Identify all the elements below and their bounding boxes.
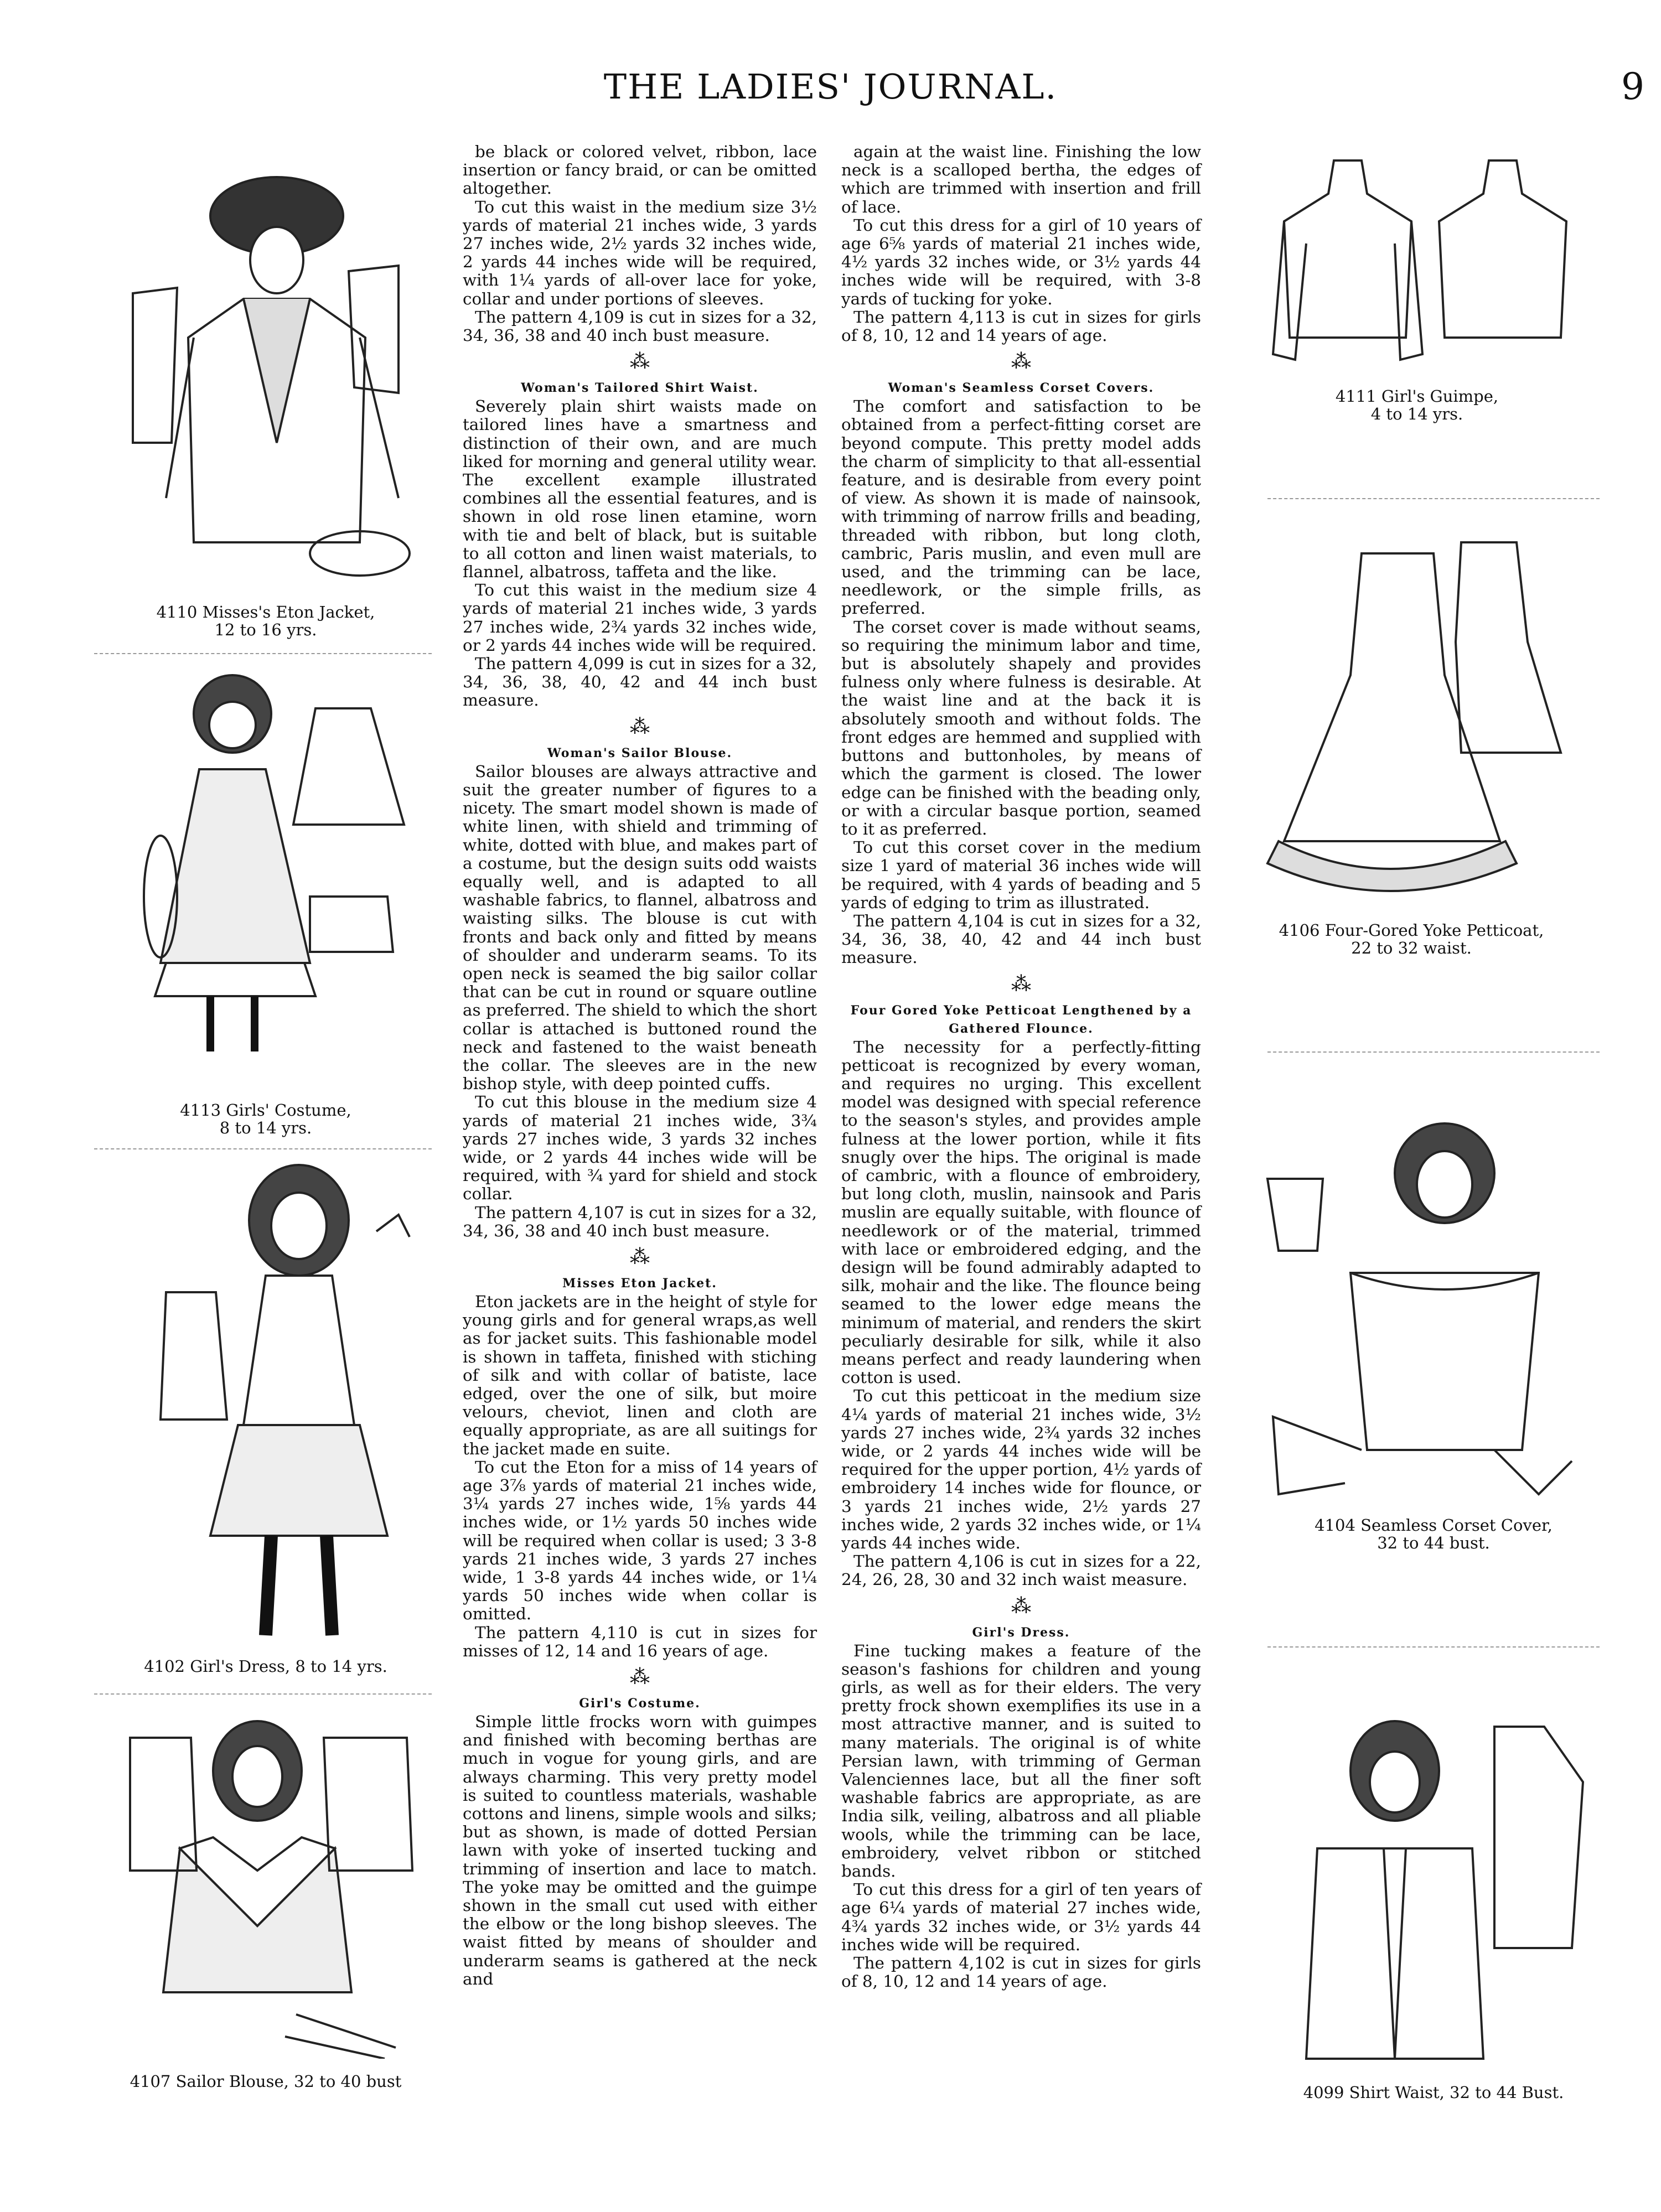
caption-sailor-blouse: 4107 Sailor Blouse, 32 to 40 bust [130,2072,402,2091]
section-ornament: ⁂ [630,1245,650,1268]
paragraph: To cut this petticoat in the medium size 4¼ yards of material 21 inches wide, 3½ yards 27 inches wide, 2¾ yards 32 inches wide, or 2 yards 44 inches wide will be required for the upper portion, 4½ yards of embroidery 14 inches wide for flounce, or 3 yards 21 inches wide, 2½ yards 27 inches wide, 2 yards 32 inches wide, or 1¼ yards 44 inches wide. [841,1386,1201,1553]
paragraph: The pattern 4,106 is cut in sizes for a 22, 24, 26, 28, 30 and 32 inch waist measure. [841,1552,1201,1589]
section-heading: Woman's Sailor Blouse. [547,745,733,760]
paragraph: The pattern 4,109 is cut in sizes for a 32, 34, 36, 38 and 40 inch bust measure. [463,307,817,345]
girls-dress-illustration [155,1159,432,1646]
girls-guimpe-illustration [1267,155,1577,376]
paragraph: be black or colored velvet, ribbon, lace insertion or fancy braid, or can be omitted altogether. [463,142,817,198]
caption-corset-cover: 4104 Seamless Corset Cover, 32 to 44 bust. [1315,1516,1553,1552]
text-column-2 [463,143,817,1988]
paragraph: The pattern 4,104 is cut in sizes for a 32, 34, 36, 38, 40, 42 and 44 inch bust measure. [841,911,1201,967]
divider [94,1148,432,1149]
paragraph: The necessity for a perfectly-fitting petticoat is recognized by every woman, and requires no urging. This excellent model was designed with special reference to the season's styles, and provides ample fulness at the lower portion, while it fits snugly over the hips. The original is made of cambric, with a flounce of embroidery, but long cloth, muslin, nainsook and Paris muslin are equally suitable, with flounce of needlework or of the material, trimmed with lace or embroidered edging, and the design will be found admirably adapted to silk, mohair and the like. The flounce being seamed to the lower edge means the minimum of material, and renders the skirt peculiarly desirable for silk, while it also means perfect and ready laundering when cotton is used. [841,1037,1201,1387]
sailor-blouse-illustration [119,1705,429,2059]
paragraph: To cut this waist in the medium size 3½ yards of material 21 inches wide, 3 yards 27 inches wide, 2½ yards 32 inches wide, 2 yards 44 inches wide will be required, with 1¼ yards of all-over lace for yoke, collar and under portions of sleeves. [463,197,817,308]
page-number: 9 [1621,65,1644,108]
section-heading: Girl's Costume. [579,1696,701,1711]
divider [1267,1646,1600,1648]
section-heading: Four Gored Yoke Petticoat Lengthened by a Gathered Flounce. [850,1003,1192,1036]
paragraph: Simple little frocks worn with guimpes and finished with becoming berthas are much in vogue for young girls, and are always charming. This very pretty model is suited to countless materials, washable cottons and linens, simple wools and silks; but as shown, is made of dotted Persian lawn with yoke of inserted tucking and trimming of insertion and lace to match. The yoke may be omitted and the guimpe shown in the small cut used with either the elbow or the long bishop sleeves. The waist fitted by means of shoulder and underarm seams is gathered at the neck and [463,1712,817,1988]
divider [1267,1051,1600,1053]
section-heading: Woman's Seamless Corset Covers. [888,381,1155,396]
paragraph: Sailor blouses are always attractive and suit the greater number of figures to a nicety. The smart model shown is made of white linen, with shield and trimming of white, dotted with blue, and makes part of a costume, but the design suits odd waists equally well, and is adapted to all washable fabrics, to flannel, albatross and waisting silks. The blouse is cut with fronts and back only and fitted by means of shoulder and underarm seams. To its open neck is seamed the big sailor collar that can be cut in round or square outline as preferred. The shield to which the short collar is attached is buttoned round the neck and fastened to the waist beneath the collar. The sleeves are in the new bishop style, with deep pointed cuffs. [463,761,817,1094]
paragraph: To cut this blouse in the medium size 4 yards of material 21 inches wide, 3¾ yards 27 inches wide, 3 yards 32 inches wide, or 2 yards 44 inches wide will be required, with ¾ yard for shield and stock collar. [463,1092,817,1204]
paragraph: Severely plain shirt waists made on tailored lines have a smartness and distinction of their own, and are much liked for morning and general utility wear. The excellent example illustrated combines all the essential features, and is shown in old rose linen etamine, worn with tie and belt of black, but is suitable to all cotton and linen waist materials, to flannel, albatross, taffeta and the like. [463,397,817,582]
paragraph: The comfort and satisfaction to be obtained from a perfect-fitting corset are beyond compute. This pretty model adds the charm of simplicity to that all-essential feature, and is desirable from every point of view. As shown it is made of nainsook, with trimming of narrow frills and beading, threaded with ribbon, but long cloth, cambric, Paris muslin, and even mull are used, and the trimming can be lace, needlework, or the simple frills, as preferred. [841,397,1201,618]
caption-girls-dress: 4102 Girl's Dress, 8 to 14 yrs. [144,1657,387,1676]
divider [94,1693,432,1695]
caption-petticoat: 4106 Four-Gored Yoke Petticoat, 22 to 32 waist. [1279,921,1544,957]
divider [94,653,432,654]
paragraph: The pattern 4,110 is cut in sizes for misses of 12, 14 and 16 years of age. [463,1623,817,1660]
caption-eton-jacket: 4110 Misses's Eton Jacket, 12 to 16 yrs. [156,603,375,639]
section-ornament: ⁂ [630,350,650,374]
paragraph: The pattern 4,107 is cut in sizes for a 32, 34, 36, 38 and 40 inch bust measure. [463,1203,817,1240]
petticoat-illustration [1251,531,1583,908]
section-ornament: ⁂ [1011,972,1031,996]
paragraph: The pattern 4,113 is cut in sizes for girls of 8, 10, 12 and 14 years of age. [841,307,1201,345]
text-column-3 [841,143,1201,1991]
paragraph: The pattern 4,102 is cut in sizes for girls of 8, 10, 12 and 14 years of age. [841,1954,1201,1991]
section-ornament: ⁂ [630,1666,650,1689]
masthead: THE LADIES' JOURNAL. [603,66,1058,107]
corset-cover-illustration [1262,1107,1594,1505]
divider [1267,498,1600,499]
caption-girls-costume: 4113 Girls' Costume, 8 to 14 yrs. [180,1101,351,1137]
paragraph: To cut this dress for a girl of 10 years of age 6⅝ yards of material 21 inches wide, 4½ yards 32 inches wide, or 3½ yards 44 inches wide will be required, with 3-8 yards of tucking for yoke. [841,215,1201,308]
paragraph: Fine tucking makes a feature of the season's fashions for children and young girls, as well as for their elders. The very pretty frock shown exemplifies its use in a most attractive manner, and is suited to many materials. The original is of white Persian lawn, with trimming of German Valenciennes lace, but all the finer soft washable fabrics are appropriate, as are India silk, veiling, albatross and all pliable wools, while the trimming can be lace, embroidery, velvet ribbon or stitched bands. [841,1641,1201,1881]
paragraph: To cut this waist in the medium size 4 yards of material 21 inches wide, 3 yards 27 inches wide, 2¾ yards 32 inches wide, or 2 yards 44 inches wide will be required. [463,581,817,655]
paragraph: To cut this dress for a girl of ten years of age 6¼ yards of material 27 inches wide, 4¾ yards 32 inches wide, or 3½ yards 44 inches wide will be required. [841,1880,1201,1954]
paragraph: The pattern 4,099 is cut in sizes for a 32, 34, 36, 38, 40, 42 and 44 inch bust measure. [463,654,817,710]
eton-jacket-illustration [111,155,421,587]
girls-costume-illustration [127,664,426,1096]
paragraph: The corset cover is made without seams, so requiring the minimum labor and time, but is absolutely shapely and provides fulness only where fulness is desirable. At the waist line and at the back it is absolutely smooth and without folds. The front edges are hemmed and supplied with buttons and buttonholes, by means of which the garment is closed. The lower edge can be finished with the beading only, or with a circular basque portion, seamed to it as preferred. [841,617,1201,838]
section-heading: Woman's Tailored Shirt Waist. [521,381,759,396]
caption-shirt-waist: 4099 Shirt Waist, 32 to 44 Bust. [1303,2083,1564,2102]
section-ornament: ⁂ [1011,1594,1031,1618]
caption-girls-guimpe: 4111 Girl's Guimpe, 4 to 14 yrs. [1335,387,1499,423]
paragraph: again at the waist line. Finishing the low neck is a scalloped bertha, the edges of which are trimmed with insertion and frill of lace. [841,142,1201,216]
section-ornament: ⁂ [1011,350,1031,374]
paragraph: Eton jackets are in the height of style for young girls and for general wraps,as well as for jacket suits. This fashionable model is shown in taffeta, finished with stiching of silk and with collar of batiste, lace edged, over the one of silk, but moire velours, cheviot, linen and cloth are equally appropriate, as are all suitings for the jacket made en suite. [463,1292,817,1458]
shirt-waist-illustration [1284,1716,1594,2070]
paragraph: To cut the Eton for a miss of 14 years of age 3⅞ yards of material 21 inches wide, 3¼ yards 27 inches wide, 1⅝ yards 44 inches wide, or 1½ yards 50 inches wide will be required when collar is used; 3 3-8 yards 21 inches wide, 3 yards 27 inches wide, 1 3-8 yards 44 inches wide, or 1¼ yards 50 inches wide when collar is omitted. [463,1457,817,1624]
section-ornament: ⁂ [630,715,650,738]
paragraph: To cut this corset cover in the medium size 1 yard of material 36 inches wide will be required, with 4 yards of beading and 5 yards of edging to trim as illustrated. [841,838,1201,912]
section-heading: Misses Eton Jacket. [562,1276,717,1291]
section-heading: Girl's Dress. [972,1625,1070,1640]
